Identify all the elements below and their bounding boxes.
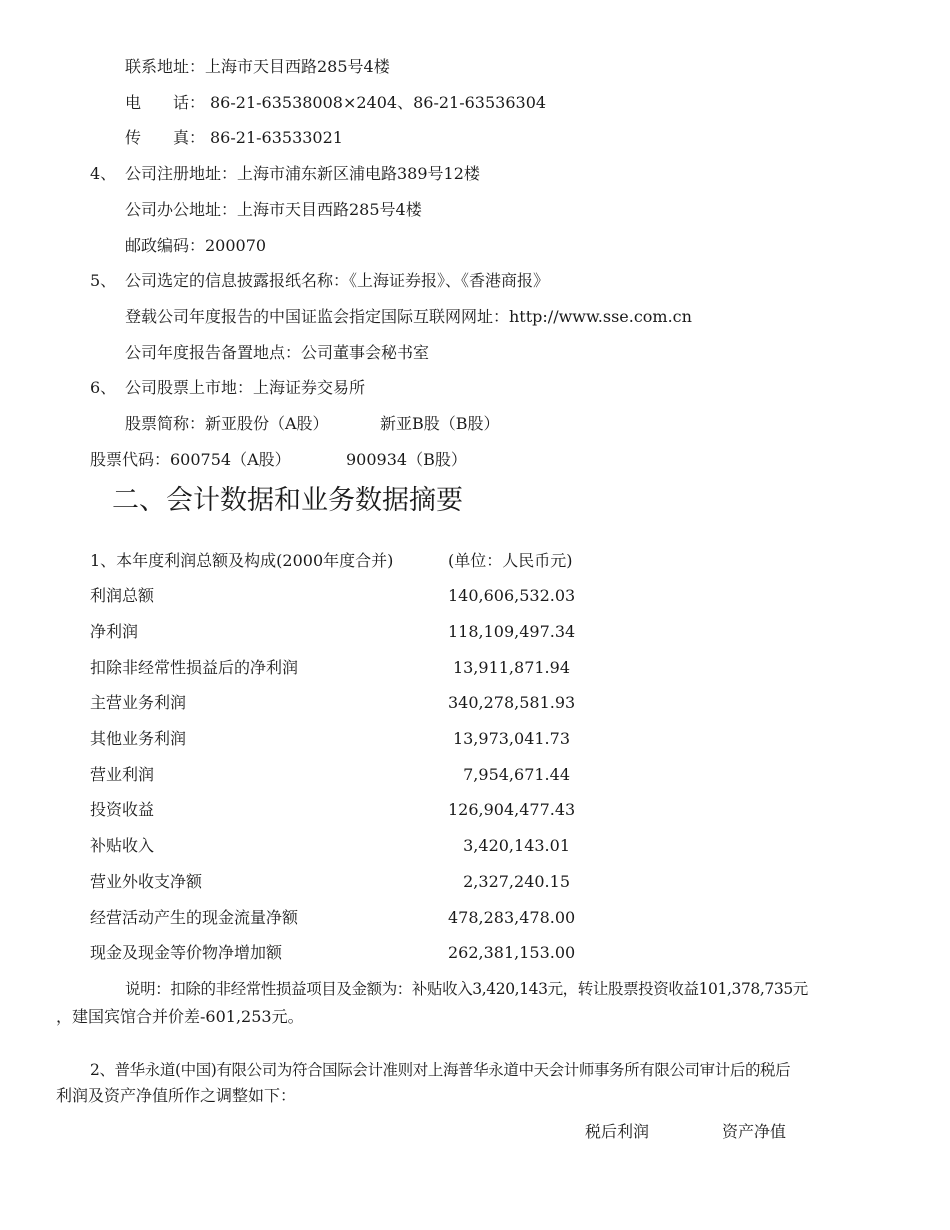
paragraph-2-line-2: 利润及资产净值所作之调整如下： <box>56 1086 297 1105</box>
note-line-1: 说明：扣除的非经常性损益项目及金额为：补贴收入3,420,143元，转让股票投资收益101,378,735元 <box>125 980 808 998</box>
stock-code-b: 900934（B股） <box>346 450 467 469</box>
stock-exchange: 公司股票上市地：上海证券交易所 <box>125 378 366 397</box>
row-label: 其他业务利润 <box>90 729 187 748</box>
row-value: 140,606,532.03 <box>448 586 576 605</box>
stock-abbreviation-b: 新亚B股（B股） <box>380 414 500 433</box>
office-address: 公司办公地址：上海市天目西路285号4楼 <box>125 200 422 219</box>
contact-fax-label: 传 真： <box>125 128 206 147</box>
row-label: 扣除非经常性损益后的净利润 <box>90 658 299 677</box>
row-label: 净利润 <box>90 622 139 641</box>
row-value: 126,904,477.43 <box>448 800 576 819</box>
column-header-after-tax-profit: 税后利润 <box>585 1122 650 1141</box>
row-label: 主营业务利润 <box>90 693 187 712</box>
row-value: 3,420,143.01 <box>463 836 570 855</box>
contact-phone: 86-21-63538008×2404、86-21-63536304 <box>210 93 547 112</box>
row-value: 13,973,041.73 <box>452 729 570 748</box>
website: 登载公司年度报告的中国证监会指定国际互联网网址：http://www.sse.com.cn <box>125 307 692 326</box>
row-value: 340,278,581.93 <box>448 693 576 712</box>
row-value: 478,283,478.00 <box>448 908 576 927</box>
contact-phone-label: 电 话： <box>125 93 206 112</box>
row-value: 2,327,240.15 <box>463 872 570 891</box>
row-label: 投资收益 <box>90 800 155 819</box>
note-line-2: ，建国宾馆合并价差-601,253元。 <box>56 1007 304 1026</box>
row-label: 营业外收支净额 <box>90 872 203 891</box>
row-value: 13,911,871.94 <box>452 658 570 677</box>
row-value: 262,381,153.00 <box>448 943 576 962</box>
paragraph-2-line-1: 2、普华永道(中国)有限公司为符合国际会计准则对上海普华永道中天会计师事务所有限公司审计后的税后 <box>90 1061 791 1079</box>
contact-fax: 86-21-63533021 <box>210 128 343 147</box>
row-label: 营业利润 <box>90 765 155 784</box>
report-archive-location: 公司年度报告备置地点：公司董事会秘书室 <box>125 343 430 362</box>
row-label: 补贴收入 <box>90 836 155 855</box>
row-label: 利润总额 <box>90 586 155 605</box>
row-label: 经营活动产生的现金流量净额 <box>90 908 299 927</box>
stock-code-a: 股票代码：600754（A股） <box>90 450 291 469</box>
section-heading: 二、会计数据和业务数据摘要 <box>112 485 463 516</box>
column-header-net-assets: 资产净值 <box>722 1122 787 1141</box>
unit-label: (单位：人民币元) <box>448 551 573 570</box>
newspapers: 公司选定的信息披露报纸名称：《上海证券报》、《香港商报》 <box>125 271 550 290</box>
row-label: 现金及现金等价物净增加额 <box>90 943 283 962</box>
registered-address: 公司注册地址：上海市浦东新区浦电路389号12楼 <box>125 164 480 183</box>
item5-number: 5、 <box>90 271 117 290</box>
item6-number: 6、 <box>90 378 117 397</box>
postcode: 邮政编码：200070 <box>125 236 267 255</box>
item4-number: 4、 <box>90 164 117 183</box>
row-value: 118,109,497.34 <box>448 622 576 641</box>
row-value: 7,954,671.44 <box>463 765 570 784</box>
contact-address: 联系地址：上海市天目西路285号4楼 <box>125 57 390 76</box>
table-caption: 1、本年度利润总额及构成(2000年度合并) <box>90 551 394 570</box>
stock-abbreviation-a: 股票简称：新亚股份（A股） <box>125 414 329 433</box>
